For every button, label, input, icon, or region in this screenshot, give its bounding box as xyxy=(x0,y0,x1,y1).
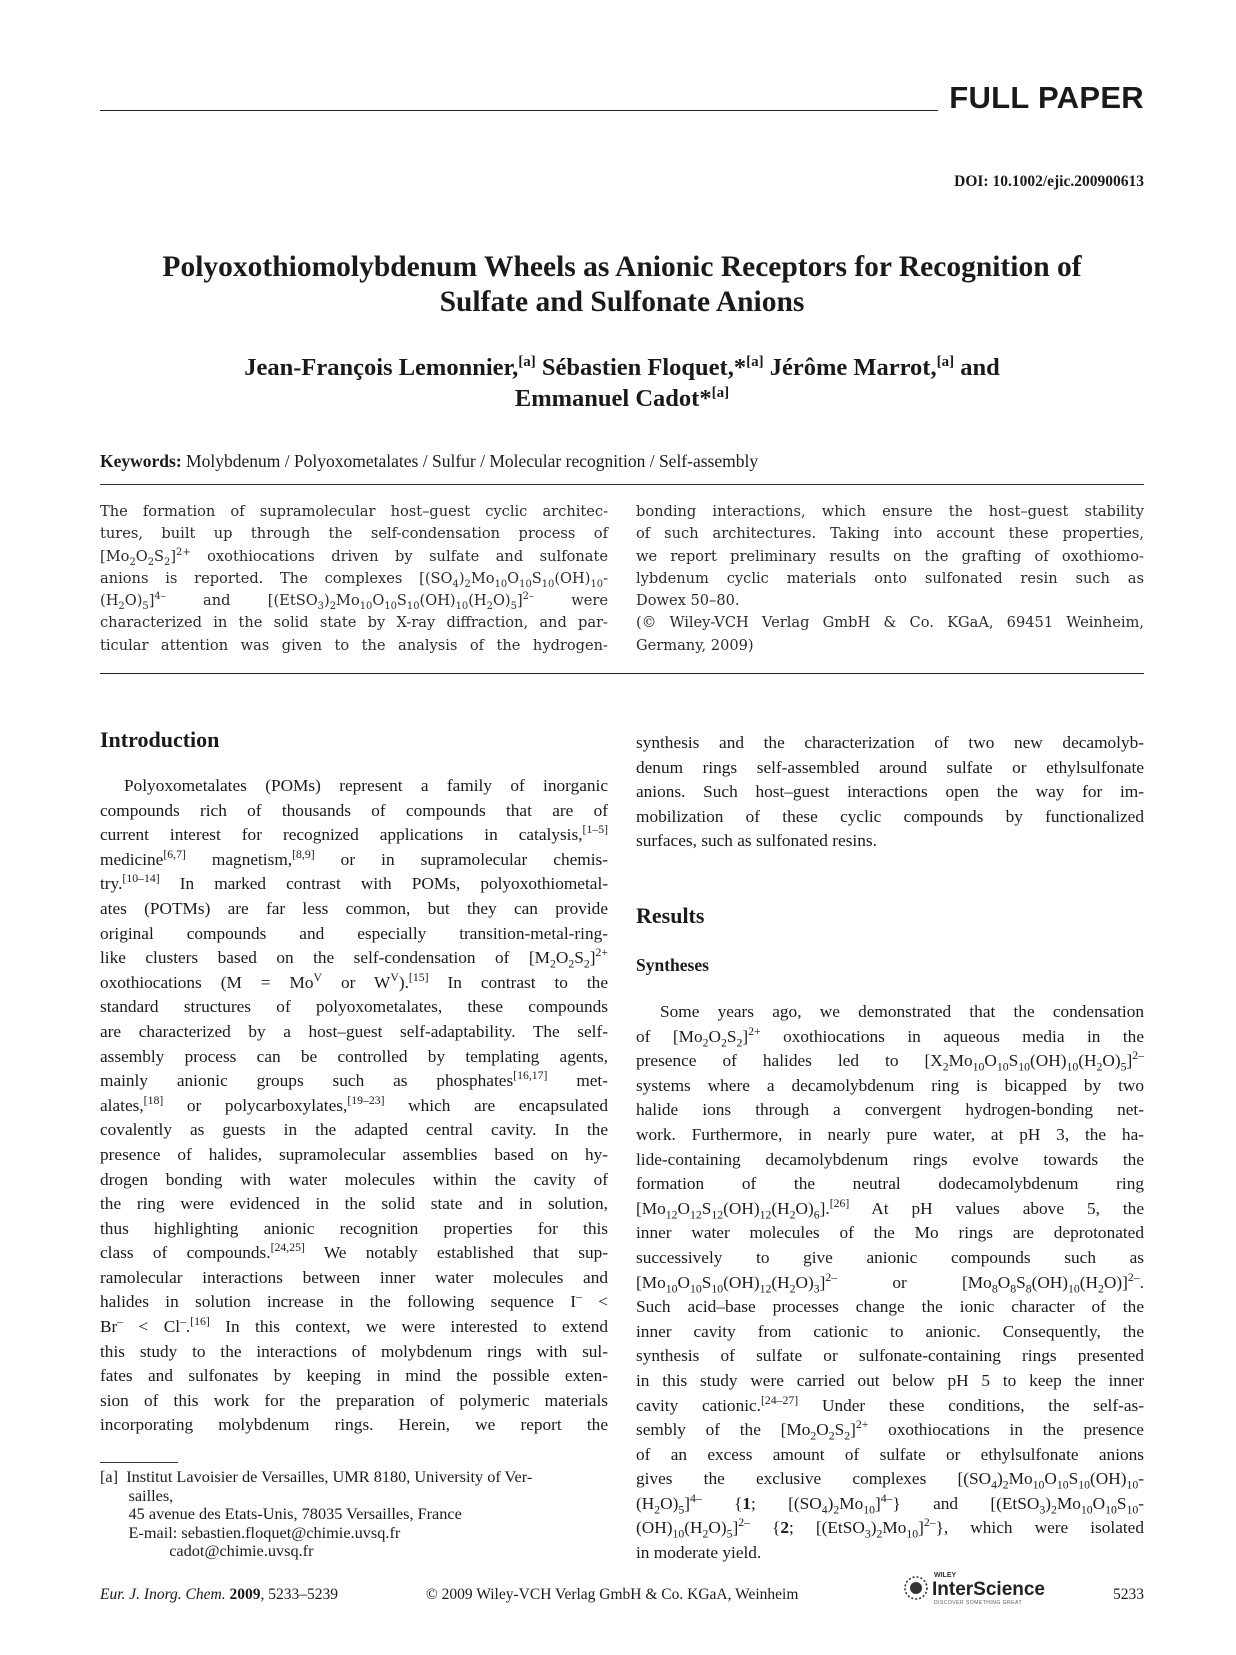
keywords-rule xyxy=(100,484,1144,485)
interscience-logo xyxy=(902,1568,1072,1608)
header-rule xyxy=(100,110,938,111)
author-list xyxy=(100,352,1144,414)
author-name: Sébastien Floquet,* xyxy=(541,354,747,381)
footnote-line: sailles, xyxy=(100,1485,174,1505)
title-line: Polyoxothiomolybdenum Wheels as Anionic Receptors for Recognition of xyxy=(162,251,1082,283)
footer-citation xyxy=(100,1586,338,1604)
footer-copyright: © 2009 Wiley-VCH Verlag GmbH & Co. KGaA, Weinheim xyxy=(426,1586,799,1603)
journal-name: Eur. J. Inorg. Chem. xyxy=(100,1586,226,1603)
affiliation-footnote xyxy=(100,1468,532,1561)
journal-pages: , 5233–5239 xyxy=(260,1586,338,1603)
affiliation-mark: [a] xyxy=(746,353,764,370)
abstract-rule xyxy=(100,673,1144,674)
author-conjunction: and xyxy=(960,354,1000,381)
keywords xyxy=(100,451,758,472)
footnote-line: 45 avenue des Etats-Unis, 78035 Versailles, France xyxy=(100,1504,462,1523)
syntheses-body: Some years ago, we demonstrated that the condensation of $[Mo_2O_2S_2]^{2+}$ oxothiocations in aqueous media in the presence of halides led to $[X_2Mo_{10}O_{10}S_{10}(OH)_{10}(H_2O)_5]^{2-}$ systems where a decamolybdenum ring is bicapped by two halide ions through a convergent hydrogen-bonding net- work. Furthermore, in nearly pure water, at pH 3, the ha- lide-containing decamolybdenum rings evolve towards the formation of the neutral dodecamolybdenum ring $[Mo_{12}O_{12}S_{12}(OH)_{12}(H_2O)_6].[26]$ At pH values above 5, the inner water molecules of the Mo rings are deprotonated successively to give anionic compounds such as $[Mo_{10}O_{10}S_{10}(OH)_{12}(H_2O)_3]^{2-}$ or $[Mo_8O_8S_8(OH)_{10}(H_2O)]^{2-}$. Such acid–base processes change the ionic character of the inner cavity from cationic to anionic. Consequently, the synthesis of sulfate or sulfonate-containing rings presented in this study were carried out below pH 5 to keep the inner cavity cationic.[24–27] Under these conditions, the self-as- sembly of the $[Mo_2O_2S_2]^{2+}$ oxothiocations in the presence of an excess amount of sulfate or ethylsulfonate anions gives the exclusive complexes [$(SO_4)_2Mo_{10}O_{10}S_{10}(OH)_{10}-$ $(H_2O)_5]^{4-}$ {1; $[(SO_4)_2Mo_{10}]^{4-}$} and [$(EtSO_3)_2Mo_{10}O_{10}S_{10}-$ $(OH)_{10}(H_2O)_5]^{2-}$ {2; $[(EtSO_3)_2Mo_{10}]^{2-}$}, which were isolated in moderate yield. xyxy=(636,1002,1145,1563)
abstract-left-column: The formation of supramolecular host–guest cyclic architec- tures, built up through the self-condensation process of $[Mo_2O_2S_2]^{2+}$ oxothiocations driven by sulfate and sulfonate anions is reported. The complexes [$(SO_4)_2Mo_{10}O_{10}S_{10}(OH)_{10}-$ $(H_2O)_5]^{4-}$ and $[(EtSO_3)_2Mo_{10}O_{10}S_{10}(OH)_{10}(H_2O)_5]^{2-}$ were characterized in the solid state by X-ray diffraction, and par- ticular attention was given to the analysis of the hydrogen- xyxy=(100,503,608,654)
logo-tagline: DISCOVER SOMETHING GREAT xyxy=(934,1600,1023,1606)
paper-title xyxy=(100,250,1144,320)
footnote-line: E-mail: sebastien.floquet@chimie.uvsq.fr xyxy=(100,1522,401,1542)
author-name: Jérôme Marrot, xyxy=(769,354,937,381)
introduction-continuation: synthesis and the characterization of two new decamolyb- denum rings self-assembled around sulfate or ethylsulfonate anions. Such host–guest interactions open the way for im- mobilization of these cyclic compounds by functionalized surfaces, such as sulfonated resins. xyxy=(636,733,1144,851)
page-number: 5233 xyxy=(1113,1586,1144,1603)
globe-icon xyxy=(905,1577,927,1599)
keywords-text: Molybdenum / Polyoxometalates / Sulfur / Molecular recognition / Self-assembly xyxy=(186,451,759,471)
section-heading-results: Results xyxy=(636,903,705,928)
author-name: Emmanuel Cadot* xyxy=(514,385,712,412)
affiliation-mark: [a] xyxy=(518,353,536,370)
logo-top: WILEY xyxy=(934,1572,957,1579)
journal-year: 2009 xyxy=(229,1586,261,1603)
affiliation-mark: [a] xyxy=(936,353,955,370)
subsection-heading-syntheses: Syntheses xyxy=(636,955,709,975)
logo-main: InterScience xyxy=(932,1579,1045,1600)
author-name: Jean-François Lemonnier, xyxy=(244,354,519,381)
section-label: FULL PAPER xyxy=(949,80,1144,115)
doi: DOI: 10.1002/ejic.200900613 xyxy=(954,173,1144,190)
affiliation-mark: [a] xyxy=(711,384,730,401)
footnote-line: cadot@chimie.uvsq.fr xyxy=(100,1541,314,1560)
footnote-rule xyxy=(100,1462,178,1463)
introduction-body: Polyoxometalates (POMs) represent a family of inorganic compounds rich of thousands of compounds that are of current interest for recognized applications in catalysis,[1–5] medicine[6,7] magnetism,[8,9] or in supramolecular chemis- try.[10–14] In marked contrast with POMs, polyoxothiometal- ates (POTMs) are far less common, but they can provide original compounds and especially transition-metal-ring- like clusters based on the self-condensation of $[M_2O_2S_2]^{2+}$ oxothiocations ($M = Mo^V$ or $W^V).[15]$ In contrast to the standard structures of polyoxometalates, these compounds are characterized by a host–guest self-adaptability. The self- assembly process can be controlled by templating agents, mainly anionic groups such as phosphates[16,17] met- alates,[18] or polycarboxylates,[19–23] which are encapsulated covalently as guests in the adapted central cavity. In the presence of halides, supramolecular assemblies based on hy- drogen bonding with water molecules within the cavity of the ring were evidenced in the solid state and in solution, thus highlighting anionic recognition properties for this class of compounds.[24,25] We notably established that sup- ramolecular interactions between inner water molecules and halides in solution increase in the following sequence I– < Br– < Cl–.[16] In this context, we were interested to extend this study to the interactions of molybdenum rings with sul- fates and sulfonates by keeping in mind the possible exten- sion of this work for the preparation of polymeric materials incorporating molybdenum rings. Herein, we report the xyxy=(100,776,609,1435)
section-heading-introduction: Introduction xyxy=(100,727,220,752)
title-line: Sulfate and Sulfonate Anions xyxy=(439,286,805,318)
keywords-label: Keywords: xyxy=(100,451,182,471)
abstract-right-column: bonding interactions, which ensure the host–guest stability of such architectures. Taking into account these properties, we report preliminary results on the grafting of oxothiomo- lybdenum cyclic materials onto sulfonated resin such as Dowex 50–80. (© Wiley-VCH Verlag GmbH & Co. KGaA, 69451 Weinheim, Germany, 2009) xyxy=(636,503,1144,654)
footnote-line: [a] Institut Lavoisier de Versailles, UMR 8180, University of Ver- xyxy=(100,1467,533,1486)
